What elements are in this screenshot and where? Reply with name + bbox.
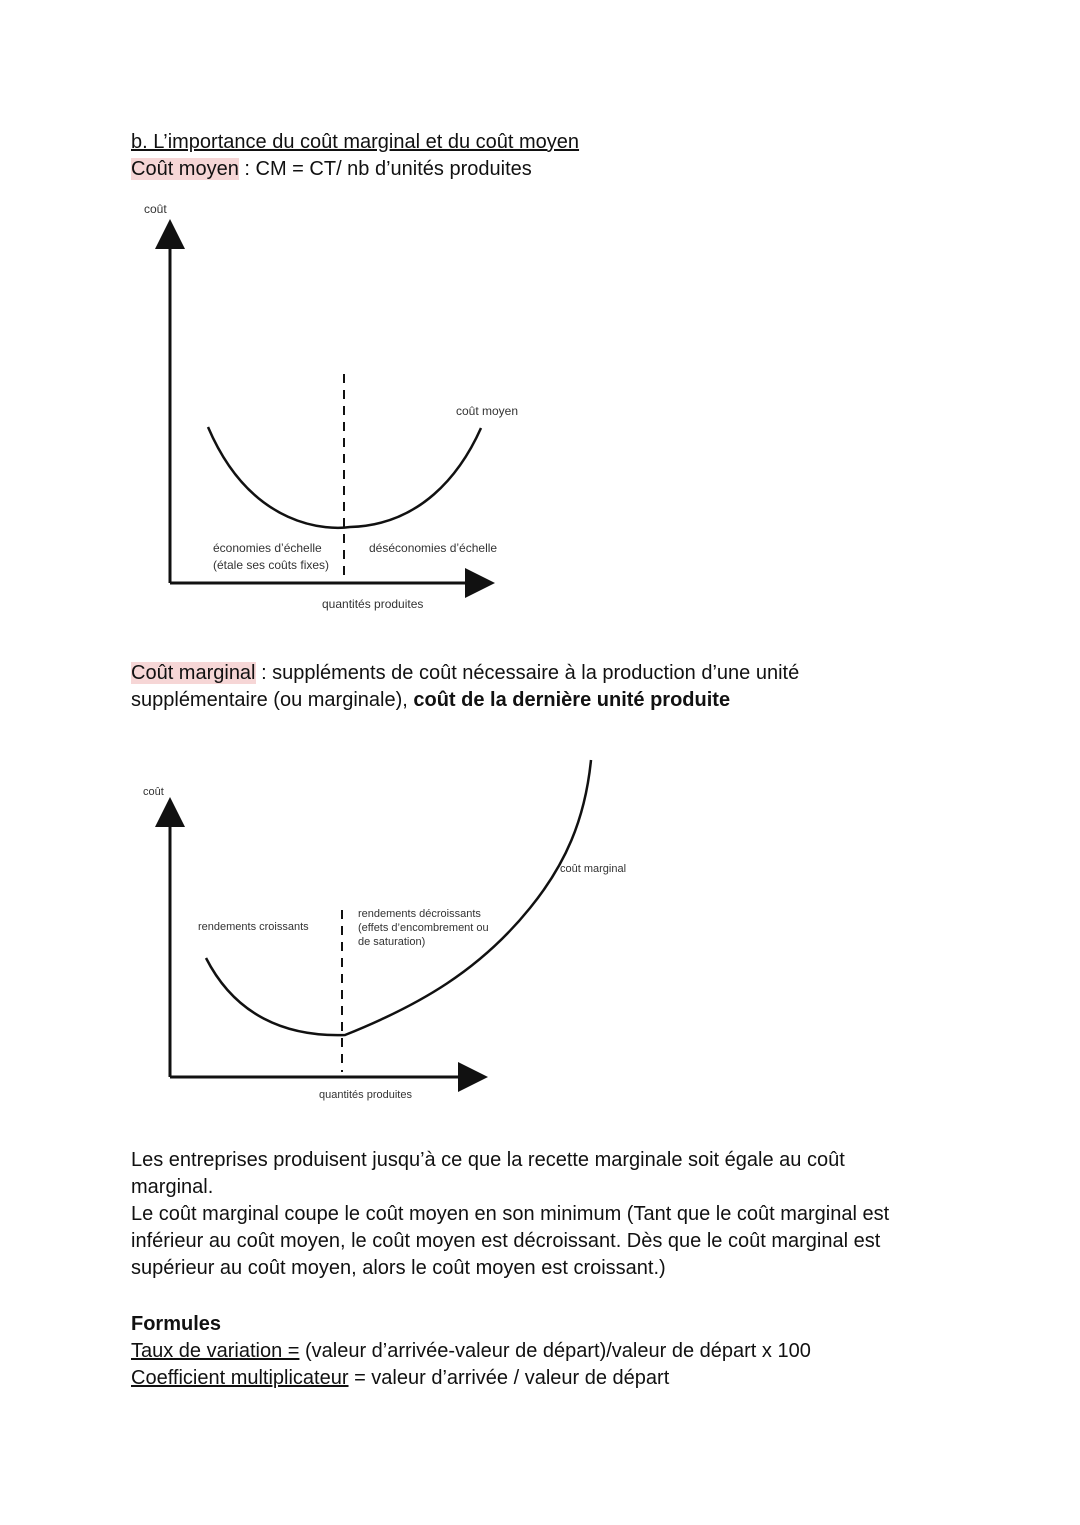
cout-marginal-def-line2-normal: supplémentaire (ou marginale),	[131, 689, 414, 711]
marginal-cost-curve	[206, 760, 591, 1035]
paragraph-line: supérieur au coût moyen, alors le coût moyen est croissant.)	[131, 1257, 666, 1279]
section-title: b. L’importance du coût marginal et du coût moyen	[131, 131, 580, 153]
formula-coefficient-multiplicateur	[131, 1365, 669, 1392]
paragraph-line: Les entreprises produisent jusqu’à ce que la recette marginale soit égale au coût	[131, 1149, 845, 1171]
paragraph-line: Le coût marginal coupe le coût moyen en son minimum (Tant que le coût marginal est	[131, 1203, 890, 1225]
graph2-left-zone: rendements croissants	[198, 921, 309, 933]
cout-moyen-term: Coût moyen	[131, 158, 239, 180]
cout-marginal-def-line2-bold: coût de la dernière unité produite	[413, 689, 731, 711]
paragraph-line: inférieur au coût moyen, le coût moyen est décroissant. Dès que le coût marginal est	[131, 1230, 881, 1252]
graph1-curve-label: coût moyen	[456, 404, 519, 418]
graph2-curve-label: coût marginal	[560, 863, 627, 875]
graph2-x-label: quantités produites	[319, 1089, 412, 1101]
formula2-expression: = valeur d’arrivée / valeur de départ	[348, 1367, 670, 1389]
cout-marginal-term: Coût marginal	[131, 662, 256, 684]
graph1-y-label: coût	[144, 202, 167, 216]
graph1-x-label: quantités produites	[322, 597, 424, 611]
formula-taux-variation	[131, 1338, 811, 1365]
graph2-right-zone-line3: de saturation)	[358, 936, 426, 948]
graph2-y-label: coût	[143, 786, 164, 798]
cout-moyen-formula: : CM = CT/ nb d’unités produites	[238, 158, 532, 180]
graph2-right-zone-line2: (effets d’encombrement ou	[358, 922, 489, 934]
formulas-heading: Formules	[131, 1313, 222, 1335]
formula1-label: Taux de variation =	[131, 1340, 300, 1362]
graph1-left-zone-line1: économies d’échelle	[213, 541, 322, 555]
formula2-label: Coefficient multiplicateur	[131, 1367, 349, 1389]
graph1-right-zone: déséconomies d’échelle	[369, 541, 498, 555]
paragraph-line: marginal.	[131, 1176, 214, 1198]
graph1-left-zone-line2: (étale ses coûts fixes)	[213, 558, 330, 572]
cout-marginal-def-line1: : suppléments de coût nécessaire à la production d’une unité	[255, 662, 800, 684]
graph2-right-zone-line1: rendements décroissants	[358, 908, 481, 920]
formula1-expression: (valeur d’arrivée-valeur de départ)/valeur de départ x 100	[299, 1340, 811, 1362]
